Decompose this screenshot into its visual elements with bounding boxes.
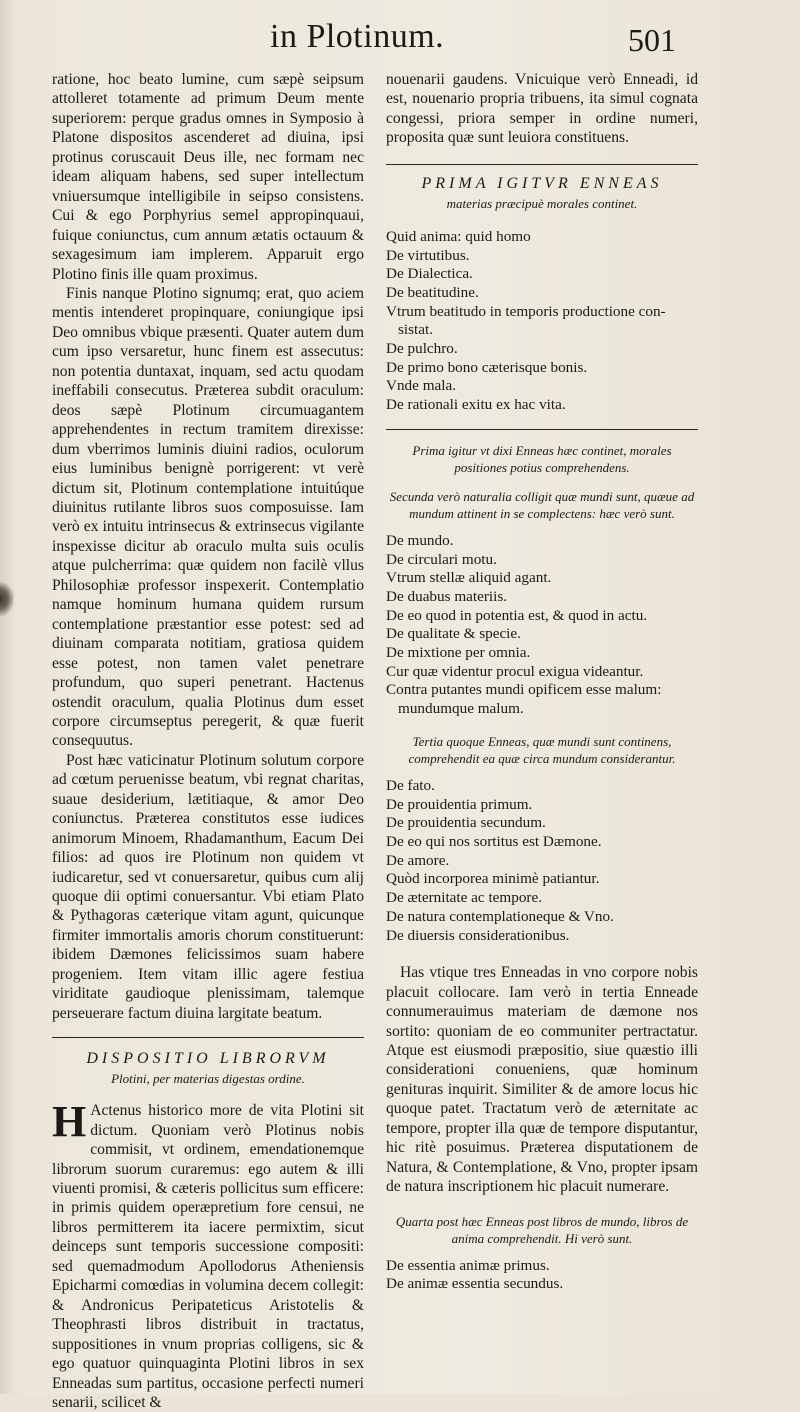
list-item: De amore. — [386, 851, 450, 869]
list-item: De rationali exitu ex hac vita. — [386, 396, 566, 414]
section-heading: DISPOSITIO LIBRORVM — [86, 1050, 330, 1068]
dropcap-paragraph-text: Actenus historico more de vita Plotini sit dictum. Quoniam verò Plotinus nobis commisit, vt ordinem, emendationemque librorum suorum curaremus: ego autem & illi viuenti promisi, & cæteris pollicitus sum efficere: in primis quidem operæpretium fore censui, ne libros permitterem ita iacere permixtim, sicut deinceps sunt temporis successione compositi: sed quemadmodum Apollodorus Atheniensis Epicharmi comœdias in volumina decem collegit: & Andronicus Peripateticus Aristotelis & Theophrasti libros distribuit in tractatus, suppositiones in vnum proprias colligens, sic & ego quatuor quinquaginta Plotini libros in sex Enneadas sum partitus, occasione perfecti numeri senarii, scilicet & — [52, 1102, 364, 1411]
list-item: De natura contemplationeque & Vno. — [386, 907, 614, 925]
list-item: De pulchro. — [386, 340, 458, 358]
list-item: De Dialectica. — [386, 265, 473, 283]
first-enneas-heading: PRIMA IGITVR ENNEAS — [421, 174, 663, 192]
list-item: De beatitudine. — [386, 283, 479, 301]
dropcap-paragraph — [52, 1097, 364, 1412]
section-divider — [52, 1037, 364, 1038]
fourth-enneas-list — [386, 1257, 698, 1294]
list-item: De fato. — [386, 776, 435, 794]
closing-paragraph: Has vtique tres Enneadas in vno corpore nobis placuit collocare. Iam verò in tertia Enneade connumerauimus materiam de dæmone nos sortito: quoniam de eo communiter pertractatur. Atque est eiusmodi præpositio, siue quæstio illi considerationi conueniens, quæ hominum genituras inquirit. Similiter & de amore locus hic quoque patet. Tractatum verò de æternitate ac tempore, propter illa quæ de tempore disputantur, hic ritè posuimus. Præterea disputationem de Natura, & Contemplatione, & Vno, propter ipsam de natura inscriptionem hic placuit numerare. — [386, 964, 698, 1196]
list-item: Quòd incorporea minimè patiantur. — [386, 870, 600, 888]
list-item: Cur quæ videntur procul exigua videantur. — [386, 662, 644, 680]
section-subheading: Plotini, per materias digestas ordine. — [111, 1071, 305, 1087]
list-item: De primo bono cæterisque bonis. — [386, 358, 588, 376]
list-item: De duabus materiis. — [386, 587, 508, 605]
list-item: De prouidentia primum. — [386, 795, 533, 813]
right-intro-paragraph: nouenarii gaudens. Vnicuique verò Enneadi, id est, nouenario propria tribuens, ita simul cognata congessi, priora semper in ordine numeri, proposita quæ sunt leuiora constituens. — [386, 71, 698, 147]
left-paragraph-2: Finis nanque Plotino signumq; erat, quo aciem mentis intenderet propinquare, coniungique ipsi Deo omnibus vbique præsenti. Quater autem dum cum ipso versaretur, hunc finem est assecutus: non potentia duntaxat, inquam, sed actu quodam ineffabili consecutus. Præterea subdit oraculum: deos sæpè Plotinum circumuagantem apprehendentes in rectum tramitem direxisse: dum vberrimos luminis diuini radios, oculorum eius luminibus benignè porrigerent: vt verè dictum sit, Plotinum contemplatione intuitúque diuinitus rutilante libros suos composuisse. Iam verò ex intuitu intrinsecus & extrinsecus vigilante inspexisse dicitur ab oraculo multa suis oculis atque pulcherrima: quæ quidem non facilè vllus Philosophiæ professor inspexerit. Contemplatio namque hominum humana quidem rursum contemplatione præstantior esse potest: sed ad diuinam comparata notitiam, gratiosa quidem esse potest, non tamen valet penetrare profundum, quo superi penetrant. Hactenus ostendit oraculum, qualia Plotinus dum esset corpore circumseptus peregerit, & quæ fuerit consequutus. — [52, 284, 364, 750]
list-item: sistat. — [398, 321, 434, 339]
ink-smudge — [0, 582, 14, 616]
list-item: De mixtione per omnia. — [386, 644, 531, 662]
list-item: Quid anima: quid homo — [386, 227, 531, 245]
list-item: De qualitate & specie. — [386, 625, 521, 643]
left-column — [52, 70, 364, 1412]
second-enneas-summary: Secunda verò naturalia colligit quæ mundi sunt, quæue ad mundum attinent in se complectens: hæc verò sunt. — [389, 488, 695, 521]
running-title: in Plotinum. — [270, 18, 445, 55]
list-item: Vnde mala. — [386, 377, 457, 395]
list-item: Vtrum beatitudo in temporis productione con- — [386, 302, 666, 320]
list-item: De virtutibus. — [386, 246, 470, 264]
list-item: De animæ essentia secundus. — [386, 1275, 564, 1293]
list-item: Contra putantes mundi opificem esse malum: — [386, 681, 662, 699]
third-enneas-summary: Tertia quoque Enneas, quæ mundi sunt continens, comprehendit ea quæ circa mundum considerantur. — [408, 733, 676, 766]
list-item: De diuersis considerationibus. — [386, 926, 570, 944]
page-number: 501 — [628, 22, 676, 58]
first-divider — [386, 164, 698, 165]
dropcap-letter: H — [52, 1097, 87, 1147]
list-item: mundumque malum. — [398, 700, 524, 718]
first-enneas-list — [386, 228, 698, 415]
right-column — [386, 70, 698, 1294]
second-enneas-list — [386, 532, 698, 719]
list-item: De circulari motu. — [386, 550, 497, 568]
list-item: De eo quod in potentia est, & quod in actu. — [386, 606, 648, 624]
list-item: De essentia animæ primus. — [386, 1256, 550, 1274]
list-item: De mundo. — [386, 531, 454, 549]
third-enneas-list — [386, 777, 698, 945]
list-item: De eo qui nos sortitus est Dæmone. — [386, 832, 602, 850]
left-paragraph-3: Post hæc vaticinatur Plotinum solutum corpore ad cœtum peruenisse beatum, vbi regnat charitas, suaue desiderium, lætitiaque, & amor Deo coniunctus. Præterea constitutos esse iudices animorum Minoem, Rhadamanthum, Eacum Dei filios: ad quos ire Plotinum non quidem vt iudicaretur, sed vt conuersaretur, quibus cum alij quoque dii optimi conuersantur. Vbi etiam Plato & Pythagoras cæterique vitam agunt, quicunque firmiter immortalis amoris chorum constituerunt: ibidem Dæmones felicissimos suam habere progeniem. Item vitam illic agere festiua viriditate gaudioque plenissimam, talemque perseuerare factum diuina largitate beatum. — [52, 751, 364, 1022]
list-item: De prouidentia secundum. — [386, 814, 546, 832]
list-item: Vtrum stellæ aliquid agant. — [386, 569, 552, 587]
first-enneas-summary: Prima igitur vt dixi Enneas hæc continet, morales positiones potius comprehendens. — [412, 442, 672, 475]
second-divider — [386, 429, 698, 430]
list-item: De æternitate ac tempore. — [386, 889, 543, 907]
left-paragraph-1: ratione, hoc beato lumine, cum sæpè seipsum attolleret totamente ad primum Deum mente superiorem: perque gradus omnes in Symposio à Platone dispositos ascenderet ad diuina, ipsi protinus coruscauit Deus ille, nec formam nec ideam aliquam habens, sed super intellectum vniuersumque intelligibile in seipso consistens. Cui & ego Porphyrius semel appropinquaui, fuique coniunctus, cum annum ætatis octauum & sexagesimum iam implerem. Apparuit ergo Plotino finis ille quam proximus. — [52, 71, 364, 283]
fourth-enneas-summary: Quarta post hæc Enneas post libros de mundo, libros de anima comprehendit. Hi verò sunt. — [395, 1213, 689, 1246]
first-enneas-subheading: materias præcipuè morales continet. — [446, 195, 638, 211]
